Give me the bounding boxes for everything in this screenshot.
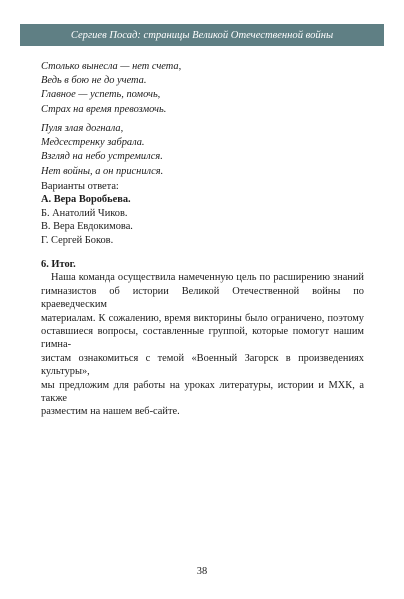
answer-intro: Варианты ответа: — [41, 181, 119, 192]
paragraph-line: Наша команда осуществила намеченную цель по расширению знаний — [51, 272, 364, 284]
page-number: 38 — [196, 566, 208, 577]
answer-option: Г. Сергей Боков. — [41, 234, 114, 246]
paragraph-line: мы предложим для работы на уроках литературы, истории и МХК, а также — [41, 379, 364, 405]
answer-options — [41, 180, 133, 247]
section-title: 6. Итог. — [41, 259, 76, 270]
poem-line: Страх на время превозмочь. — [41, 103, 167, 115]
poem-line: Взгляд на небо устремился. — [41, 151, 163, 163]
paragraph-line: разместим на нашем веб-сайте. — [41, 406, 180, 418]
poem-line: Главное — успеть, помочь, — [41, 89, 161, 101]
paragraph-line: оставшиеся вопросы, составленные группой, которые помогут нашим гимна- — [41, 326, 364, 351]
poem-line: Нет войны, а он приснился. — [41, 165, 164, 177]
answer-option: В. Вера Евдокимова. — [41, 221, 133, 233]
poem-line: Столько вынесла — нет счета, — [41, 61, 182, 72]
paragraph-line: материалам. К сожалению, время викторины было ограничено, поэтому — [41, 312, 364, 324]
poem-line: Ведь в бою не до учета. — [41, 75, 147, 87]
paragraph-line: гимназистов об истории Великой Отечественной войны по краеведческим — [41, 285, 364, 311]
poem-line: Пуля злая догнала, — [41, 123, 124, 134]
poem-stanza-2 — [41, 122, 163, 179]
running-header — [20, 24, 384, 46]
answer-option: Б. Анатолий Чиков. — [41, 207, 128, 219]
summary-section — [41, 258, 364, 419]
paragraph-line: зистам ознакомиться с темой «Военный Загорск в произведениях культуры», — [41, 352, 364, 378]
answer-option-correct: А. Вера Воробьева. — [41, 194, 131, 206]
poem-line: Медсестренку забрала. — [41, 137, 145, 149]
running-header-title: Сергиев Посад: страницы Великой Отечественной войны — [70, 29, 334, 41]
poem-stanza-1 — [41, 60, 181, 117]
